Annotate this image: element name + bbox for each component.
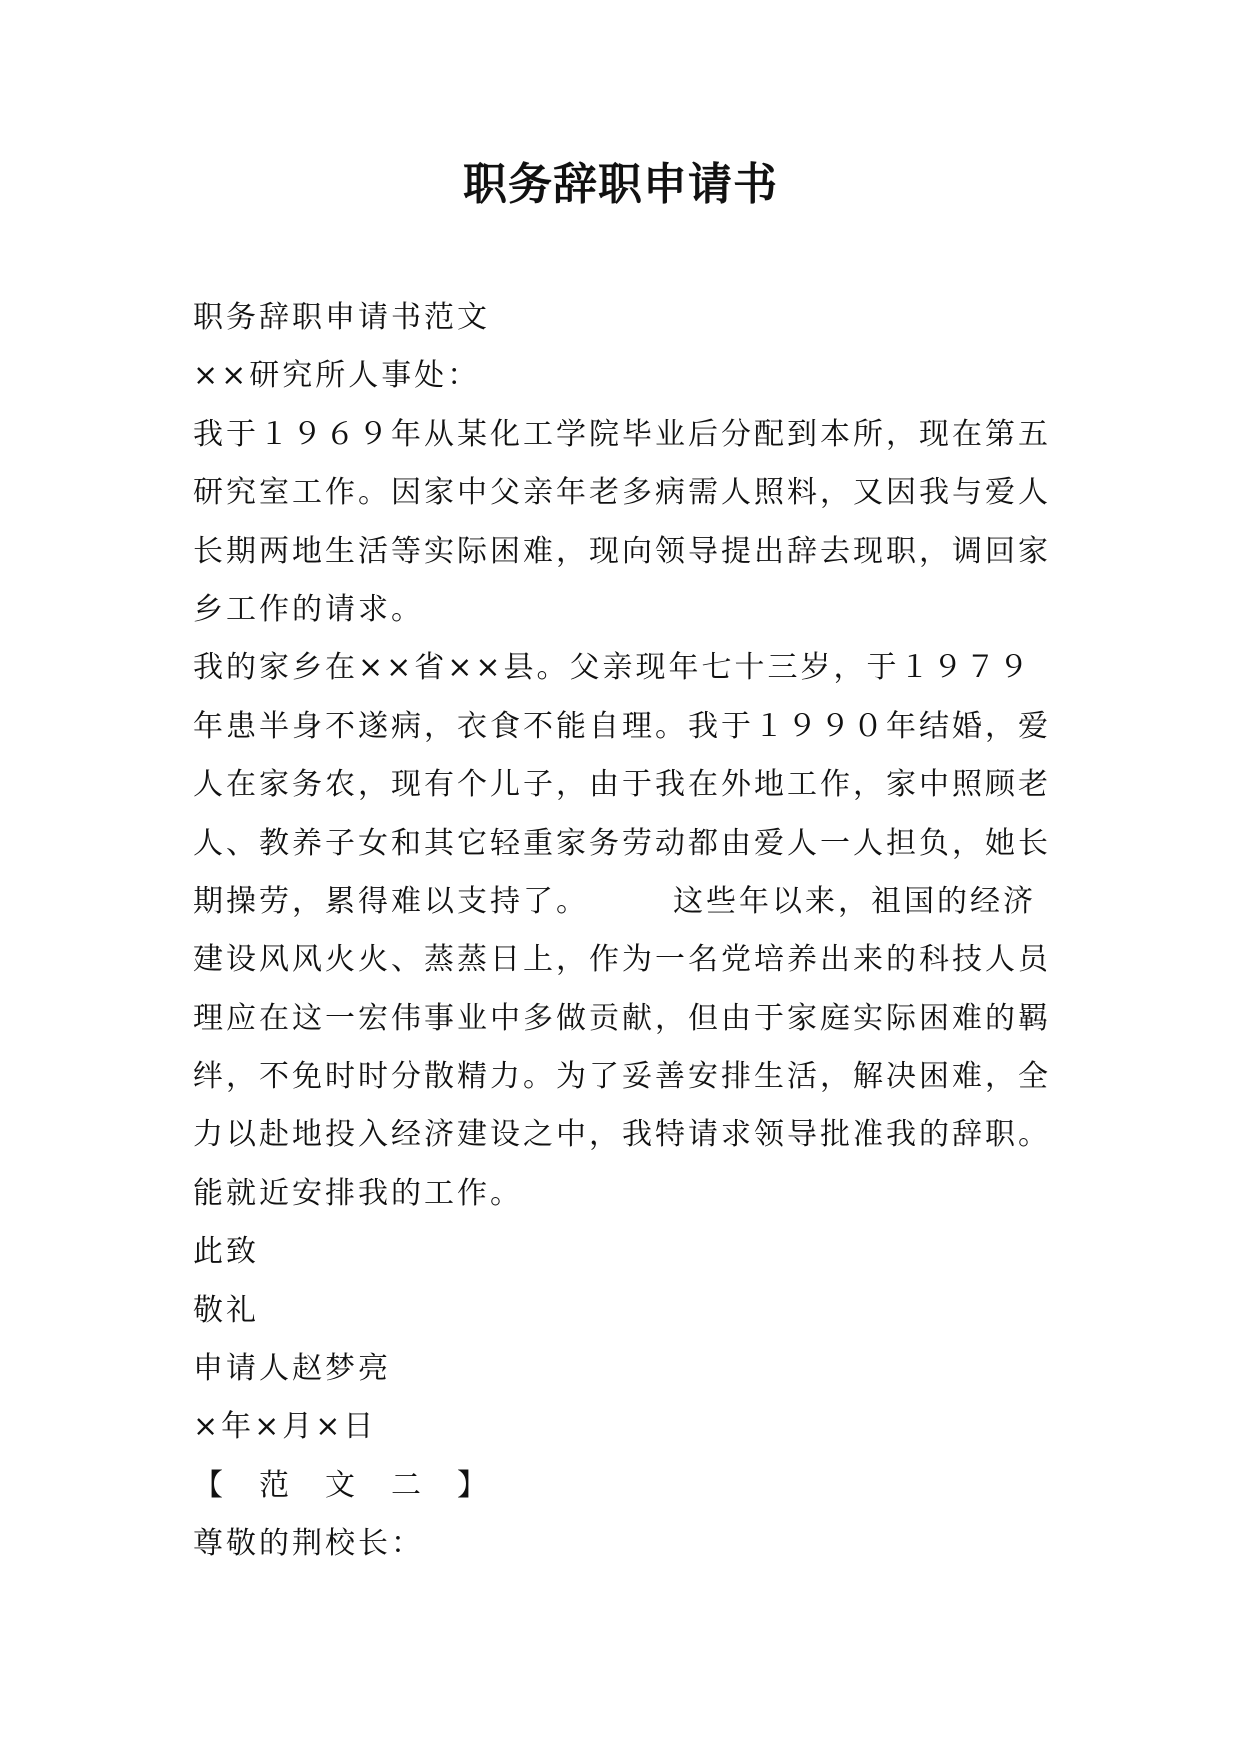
body-line: 年患半身不遂病，衣食不能自理。我于１９９０年结婚，爱: [193, 708, 1051, 744]
body-line: 期操劳，累得难以支持了。 这些年以来，祖国的经济: [193, 883, 1036, 919]
document-title: 职务辞职申请书: [463, 159, 778, 210]
body-line: 力以赴地投入经济建设之中，我特请求领导批准我的辞职。: [193, 1117, 1051, 1153]
section-heading: 【 范 文 二 】: [193, 1467, 490, 1503]
body-line: 我于１９６９年从某化工学院毕业后分配到本所，现在第五: [193, 416, 1051, 452]
body-line: 绊，不免时时分散精力。为了妥善安排生活，解决困难，全: [193, 1059, 1051, 1095]
body-line: 能就近安排我的工作。: [193, 1175, 523, 1211]
body-line: 建设风风火火、蒸蒸日上，作为一名党培养出来的科技人员: [193, 942, 1051, 978]
document-body: [193, 289, 1073, 1574]
body-line: 理应在这一宏伟事业中多做贡献，但由于家庭实际困难的羁: [193, 1000, 1051, 1036]
salutation-line: 尊敬的荆校长：: [193, 1526, 424, 1562]
applicant-line: 申请人赵梦亮: [193, 1351, 391, 1387]
body-line: 人在家务农，现有个儿子，由于我在外地工作，家中照顾老: [193, 767, 1051, 803]
salutation-line: ××研究所人事处：: [193, 358, 481, 394]
closing-line: 此致: [193, 1234, 259, 1270]
body-line: 长期两地生活等实际困难，现向领导提出辞去现职，调回家: [193, 533, 1051, 569]
body-line: 研究室工作。因家中父亲年老多病需人照料，又因我与爱人: [193, 475, 1051, 511]
subtitle-line: 职务辞职申请书范文: [193, 300, 490, 335]
closing-line: 敬礼: [193, 1292, 259, 1328]
date-line: ×年×月×日: [193, 1409, 377, 1445]
body-line: 人、教养子女和其它轻重家务劳动都由爱人一人担负，她长: [193, 825, 1051, 861]
body-line: 乡工作的请求。: [193, 591, 424, 627]
body-line: 我的家乡在××省××县。父亲现年七十三岁，于１９７９: [193, 650, 1032, 686]
